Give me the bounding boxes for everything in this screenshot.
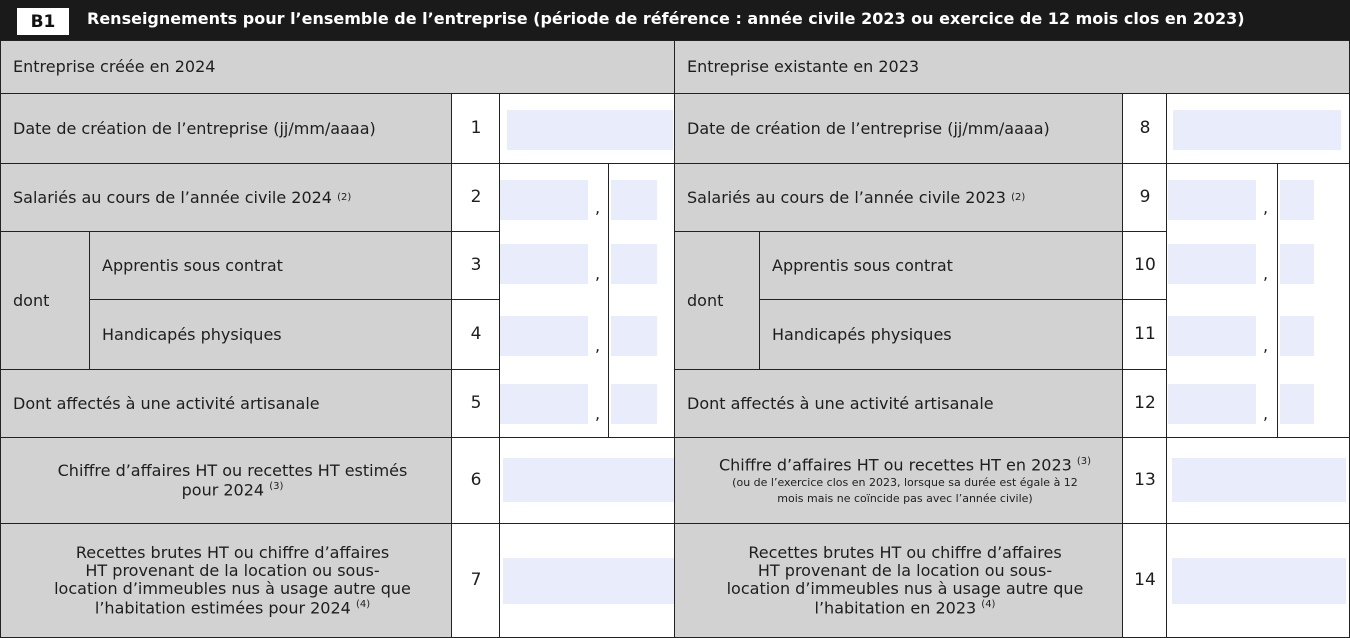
row-number-text: 14 [1134,569,1156,590]
row-label-line: HT provenant de la location ou sous- [85,560,380,580]
artisanale-2023-decimal-field[interactable] [1280,384,1314,424]
left-header [0,40,676,95]
apprentis-2023-decimal-field[interactable] [1280,244,1314,284]
left-row-7-number [451,523,501,638]
right-header-label: Entreprise existante en 2023 [687,57,920,77]
left-dont-label [0,231,91,371]
section-code-badge: B1 [17,8,69,35]
row-number-text: 8 [1139,118,1151,139]
left-row-3-number [451,231,501,301]
handicapes-2024-decimal-field[interactable] [611,316,657,356]
row-label-text: Apprentis sous contrat [772,255,953,275]
handicapes-2023-integer-field[interactable] [1168,316,1256,356]
decimal-comma: , [595,336,601,355]
salaries-2023-integer-field[interactable] [1168,180,1256,220]
left-row-7-label [0,523,453,638]
footnote-ref: (3) [1076,455,1092,467]
left-row-4-number [451,299,501,371]
decimal-comma: , [595,264,601,283]
row-label-text: Dont affectés à une activité artisanale [687,393,994,413]
right-row-12-label [674,369,1124,439]
row-label-line: Chiffre d’affaires HT ou recettes HT en 2023 [718,455,1072,475]
row-number-text: 13 [1134,470,1156,491]
row-label-line: Chiffre d’affaires HT ou recettes HT estimés [57,461,408,481]
right-dont-label [674,231,761,371]
row-label-text: Date de création de l’entreprise (jj/mm/aaaa) [687,118,1050,138]
right-row-12-number [1122,369,1168,439]
row-label-line: location d’immeubles nus à usage autre que [726,579,1084,599]
salaries-2023-decimal-field[interactable] [1280,180,1314,220]
right-row-9-label [674,163,1124,233]
row-sub-label-line: (ou de l’exercice clos en 2023, lorsque sa durée est égale à 12 [732,476,1078,490]
right-row-14-label [674,523,1124,638]
right-row-8-label [674,93,1124,165]
row-label-text: Salariés au cours de l’année civile 2023 [687,187,1006,207]
footnote-ref: (2) [1011,192,1026,204]
decimal-comma: , [595,404,601,423]
apprentis-2024-integer-field[interactable] [500,244,588,284]
row-number-text: 1 [470,118,482,139]
decimal-comma: , [1263,198,1269,217]
artisanale-2023-integer-field[interactable] [1168,384,1256,424]
footnote-ref: (4) [355,598,371,610]
apprentis-2024-decimal-field[interactable] [611,244,657,284]
row-label-line: pour 2024 [181,480,265,500]
left-row-2-number [451,163,501,233]
date-creation-field-8[interactable] [1173,110,1341,150]
row-number-text: 7 [470,569,482,590]
chiffre-affaires-2023-field[interactable] [1172,458,1346,502]
footnote-ref: (4) [981,598,996,610]
row-label-line: Recettes brutes HT ou chiffre d’affaires [75,542,390,562]
left-header-label: Entreprise créée en 2024 [13,57,216,77]
row-label-line: l’habitation en 2023 [814,598,977,618]
apprentis-2023-integer-field[interactable] [1168,244,1256,284]
row-number-text: 3 [470,255,482,276]
right-row-14-number [1122,523,1168,638]
chiffre-affaires-2024-field[interactable] [503,458,675,502]
date-creation-field-1[interactable] [507,110,673,150]
row-label-line: location d’immeubles nus à usage autre que [54,579,411,599]
artisanale-2024-integer-field[interactable] [500,384,588,424]
row-label-text: Dont affectés à une activité artisanale [13,393,320,413]
salaries-2024-decimal-field[interactable] [611,180,657,220]
row-label-text: Date de création de l’entreprise (jj/mm/aaaa) [13,118,376,138]
row-number-text: 2 [470,187,482,208]
section-title-bar [0,0,1350,40]
left-decimal-divider [608,163,609,439]
row-number-text: 11 [1134,324,1156,345]
right-row-13-label [674,437,1124,525]
footnote-ref: (2) [337,192,352,204]
right-row-11-number [1122,299,1168,371]
row-label-text: Salariés au cours de l’année civile 2024 [13,187,332,207]
handicapes-2023-decimal-field[interactable] [1280,316,1314,356]
section-title: Renseignements pour l’ensemble de l’entreprise (période de référence : année civile 2023 ou exercice de 12 mois clos en 2023) [87,9,1245,28]
row-number-text: 4 [470,324,482,345]
row-number-text: 6 [470,470,482,491]
right-row-11-label [759,299,1124,371]
left-row-4-label [89,299,453,371]
left-row-6-label [0,437,453,525]
decimal-comma: , [1263,336,1269,355]
right-decimal-divider [1277,163,1278,439]
decimal-comma: , [1263,264,1269,283]
left-row-2-label [0,163,453,233]
row-label-text: Handicapés physiques [772,324,952,344]
decimal-comma: , [595,198,601,217]
left-row-5-number [451,369,501,439]
row-label-line: HT provenant de la location ou sous- [757,560,1053,580]
right-header [674,40,1350,95]
right-row-9-number [1122,163,1168,233]
decimal-comma: , [1263,404,1269,423]
handicapes-2024-integer-field[interactable] [500,316,588,356]
left-row-3-label [89,231,453,301]
row-label-text: Handicapés physiques [102,324,282,344]
row-number-text: 5 [470,393,482,414]
recettes-location-2023-field[interactable] [1172,558,1346,604]
dont-text: dont [687,290,724,310]
recettes-location-2024-field[interactable] [503,558,675,604]
row-number-text: 10 [1134,255,1156,276]
left-row-5-label [0,369,453,439]
right-row-10-label [759,231,1124,301]
footnote-ref: (3) [269,480,284,492]
right-row-8-number [1122,93,1168,165]
row-label-text: Apprentis sous contrat [102,255,283,275]
left-row-6-number [451,437,501,525]
right-row-13-number [1122,437,1168,525]
row-number-text: 12 [1134,393,1156,414]
row-number-text: 9 [1139,187,1151,208]
left-row-1-number [451,93,501,165]
left-row-1-label [0,93,453,165]
row-label-line: l’habitation estimées pour 2024 [94,598,351,618]
row-sub-label-line: mois mais ne coïncide pas avec l’année civile) [777,492,1033,505]
row-label-line: Recettes brutes HT ou chiffre d’affaires [748,542,1062,562]
salaries-2024-integer-field[interactable] [500,180,588,220]
right-row-10-number [1122,231,1168,301]
dont-text: dont [13,290,50,310]
artisanale-2024-decimal-field[interactable] [611,384,657,424]
